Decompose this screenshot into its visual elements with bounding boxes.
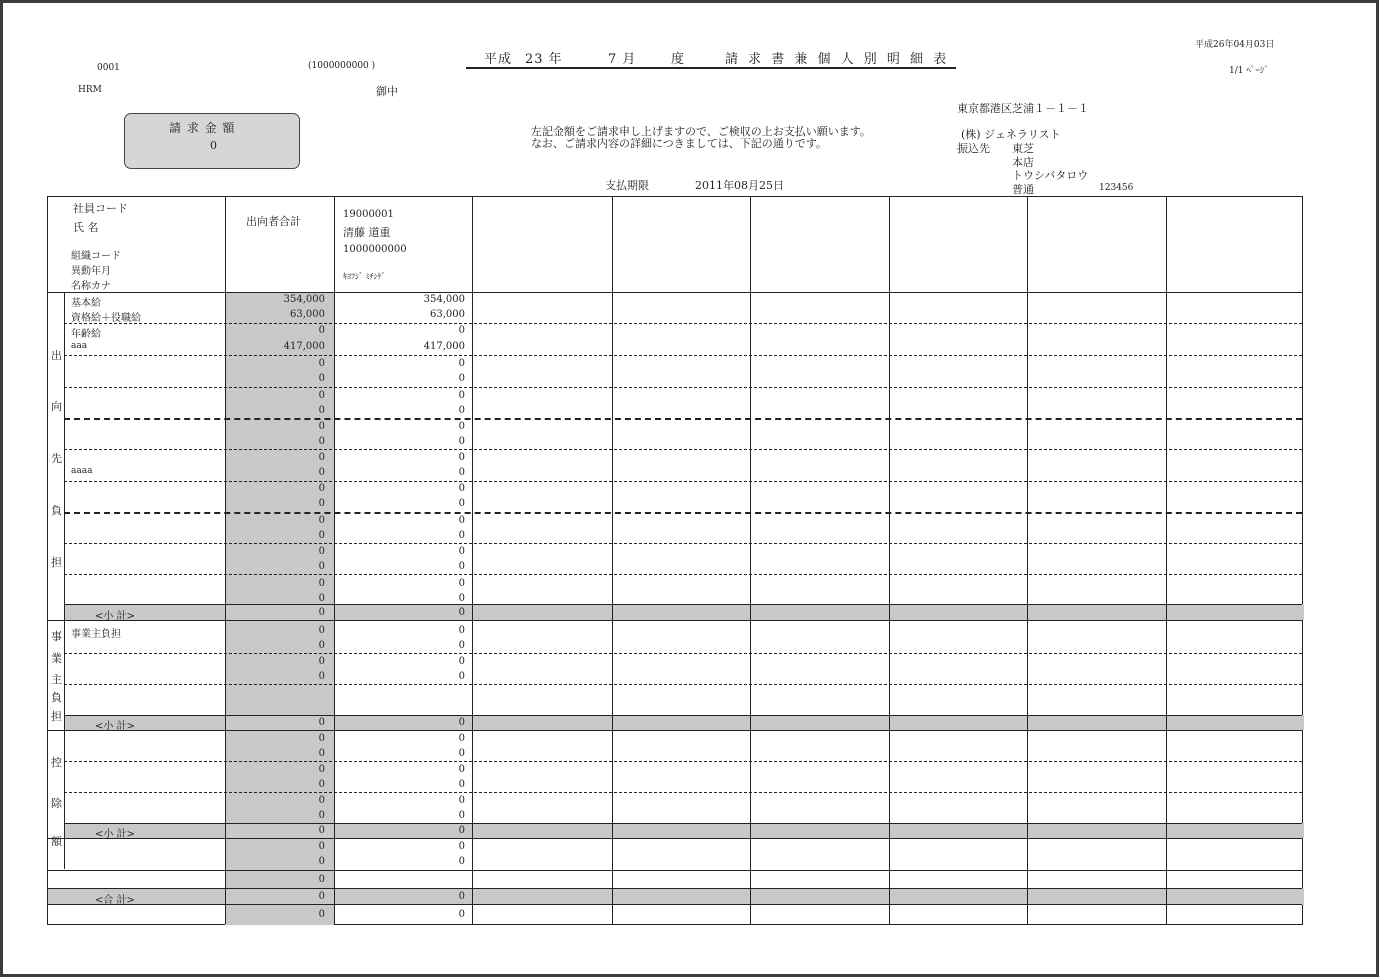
item-aaa: aaa [71, 341, 88, 351]
total-value: 0 [318, 436, 325, 447]
employee-value: 0 [458, 779, 465, 790]
payment-due-label: 支払期限 [605, 179, 649, 192]
employee-value: 0 [458, 748, 465, 759]
item-base-salary: 基本給 [71, 298, 101, 309]
title-underline [466, 67, 956, 69]
total-value: 0 [318, 373, 325, 384]
employee-value: 0 [458, 825, 465, 836]
employee-value: 0 [458, 421, 465, 432]
total-value: 0 [318, 795, 325, 806]
employee-value: 0 [458, 717, 465, 728]
employee-value: 0 [458, 841, 465, 852]
total-value: 0 [318, 358, 325, 369]
total-value: 0 [318, 325, 325, 336]
employee-value: 0 [458, 856, 465, 867]
grid-dash-line [64, 792, 1302, 793]
total-value: 0 [318, 390, 325, 401]
total-value: 0 [318, 421, 325, 432]
bank-name: 東芝 [1012, 142, 1034, 155]
total-value: 0 [318, 733, 325, 744]
issuer-name: (株) ジェネラリスト [961, 128, 1061, 141]
total-value: 0 [318, 671, 325, 682]
grid-hline [48, 620, 1302, 621]
account-type: 普通 [1012, 183, 1034, 196]
page-number: 1/1 ﾍﾟｰｼﾞ [1229, 66, 1269, 76]
grid-dash-line [64, 574, 1302, 575]
section-employer-char: 負 [51, 691, 62, 704]
account-number: 123456 [1099, 183, 1134, 193]
grid-vline [750, 197, 751, 924]
total-value: 0 [318, 452, 325, 463]
employee-value: 0 [458, 810, 465, 821]
total-value: 0 [318, 810, 325, 821]
detail-table [47, 196, 1303, 925]
billing-amount-box [124, 113, 300, 169]
grid-hline [48, 904, 1302, 905]
total-value: 0 [318, 717, 325, 728]
total-value: 0 [318, 909, 325, 920]
message-line-1: 左記金額をご請求申し上げますので、ご検収の上お支払い願います。 [531, 125, 871, 138]
grid-dash-line [64, 543, 1302, 544]
section-deduct-char: 除 [51, 797, 62, 810]
account-holder: トウシバタロウ [1012, 169, 1089, 182]
grid-hline [64, 715, 1302, 716]
head-employee-code: 社員コード [73, 202, 128, 215]
total-value: 0 [318, 593, 325, 604]
total-value: 417,000 [283, 341, 325, 352]
head-kana: 名称カナ [71, 281, 111, 292]
employee-value: 0 [458, 452, 465, 463]
total-value: 0 [318, 825, 325, 836]
section-employer-char: 主 [51, 673, 62, 686]
employee-value: 0 [458, 546, 465, 557]
employee-value: 0 [458, 625, 465, 636]
client-code: 0001 [97, 63, 120, 73]
client-name: HRM [78, 85, 102, 95]
employee-org-code: 1000000000 [343, 244, 407, 255]
grid-hline [64, 823, 1302, 824]
grid-vline [472, 197, 473, 924]
onchu-label: 御中 [376, 85, 398, 98]
total-value: 0 [318, 578, 325, 589]
title-year: 23 年 [525, 52, 563, 67]
item-age-pay: 年齢給 [71, 329, 101, 340]
employee-value: 0 [458, 764, 465, 775]
section-dest-char: 先 [51, 452, 62, 465]
total-value: 354,000 [283, 294, 325, 305]
employee-value: 0 [458, 530, 465, 541]
employee-value: 0 [458, 891, 465, 902]
title-do: 度 [671, 52, 686, 67]
subtotal-label: <小 計> [95, 721, 135, 732]
section-dest-char: 向 [51, 400, 62, 413]
grid-vline [889, 197, 890, 924]
title-era: 平成 [484, 52, 513, 67]
employee-value: 0 [458, 405, 465, 416]
payment-due-date: 2011年08月25日 [695, 179, 784, 192]
employee-value: 0 [458, 390, 465, 401]
grid-vline [334, 197, 335, 924]
grid-vline [64, 292, 65, 869]
subtotal-label: <小 計> [95, 829, 135, 840]
grid-hline [48, 888, 1302, 889]
message-line-2: なお、ご請求内容の詳細につきましては、下記の通りです。 [531, 137, 827, 150]
grid-dash-line [64, 684, 1302, 685]
employee-code: 19000001 [343, 209, 394, 220]
grid-dash-line [64, 449, 1302, 450]
employee-value: 0 [458, 498, 465, 509]
total-value: 0 [318, 640, 325, 651]
employee-value: 0 [458, 561, 465, 572]
head-total-column: 出向者合計 [246, 215, 301, 228]
head-name: 氏 名 [73, 221, 99, 234]
item-qualification-pay: 資格給＋役職給 [71, 313, 141, 324]
employee-value: 0 [458, 483, 465, 494]
employee-value: 0 [458, 607, 465, 618]
grid-hline [48, 838, 1302, 839]
total-value: 0 [318, 874, 325, 885]
total-value: 0 [318, 607, 325, 618]
section-employer-char: 担 [51, 710, 62, 723]
bank-label: 振込先 [957, 142, 990, 155]
employee-value: 0 [458, 358, 465, 369]
bank-branch: 本店 [1012, 156, 1034, 169]
employee-value: 0 [458, 640, 465, 651]
total-value: 0 [318, 483, 325, 494]
employee-value: 417,000 [423, 341, 465, 352]
total-value: 0 [318, 530, 325, 541]
grid-vline [1166, 197, 1167, 924]
grid-dash-line [64, 761, 1302, 762]
grandtotal-label: <合 計> [95, 895, 135, 906]
grid-dash-line [64, 387, 1302, 388]
section-dest-char: 負 [51, 504, 62, 517]
employee-value: 0 [458, 325, 465, 336]
section-deduct-char: 控 [51, 756, 62, 769]
document-title: 請 求 書 兼 個 人 別 明 細 表 [725, 52, 950, 67]
grid-dash-line [64, 323, 1302, 324]
employee-value: 0 [458, 909, 465, 920]
title-month: 7 月 [608, 52, 637, 67]
total-value: 0 [318, 546, 325, 557]
employee-value: 0 [458, 671, 465, 682]
total-value: 0 [318, 498, 325, 509]
grid-dash-line [64, 355, 1302, 356]
subtotal-label: <小 計> [95, 611, 135, 622]
grid-dash-line [64, 481, 1302, 482]
print-date: 平成26年04月03日 [1195, 40, 1275, 50]
employee-value: 0 [458, 373, 465, 384]
employee-value: 0 [458, 467, 465, 478]
total-value: 63,000 [290, 309, 325, 320]
employee-name: 清藤 道重 [343, 226, 391, 239]
section-employer-char: 業 [51, 652, 62, 665]
total-value: 0 [318, 561, 325, 572]
billing-amount-value: 0 [210, 139, 217, 152]
billing-amount-label: 請 求 金 額 [169, 121, 236, 135]
total-value: 0 [318, 405, 325, 416]
section-deduct-char: 額 [51, 835, 62, 848]
section-dest-char: 出 [51, 349, 62, 362]
total-value: 0 [318, 841, 325, 852]
employee-value: 0 [458, 515, 465, 526]
client-code-paren: (1000000000 ) [308, 61, 376, 71]
total-value: 0 [318, 748, 325, 759]
employee-value: 0 [458, 436, 465, 447]
section-employer-char: 事 [51, 630, 62, 643]
employee-value: 0 [458, 795, 465, 806]
grid-hline [48, 292, 1302, 293]
total-value: 0 [318, 656, 325, 667]
head-org-code: 組織コード [71, 251, 121, 262]
head-transfer-month: 異動年月 [71, 266, 111, 277]
total-value: 0 [318, 891, 325, 902]
grid-dash-line [64, 653, 1302, 654]
employee-value: 63,000 [430, 309, 465, 320]
grid-hline [48, 730, 1302, 731]
grid-dash-line-bold [64, 512, 1302, 514]
employee-value: 354,000 [423, 294, 465, 305]
grid-dash-line-bold [64, 418, 1302, 420]
total-value: 0 [318, 856, 325, 867]
employee-value: 0 [458, 656, 465, 667]
grid-hline [64, 604, 1302, 605]
grid-vline [1027, 197, 1028, 924]
employee-value: 0 [458, 578, 465, 589]
employee-value: 0 [458, 733, 465, 744]
issuer-address: 東京都港区芝浦１－１－１ [957, 102, 1089, 115]
total-value: 0 [318, 467, 325, 478]
total-value: 0 [318, 779, 325, 790]
employee-value: 0 [458, 593, 465, 604]
section-dest-char: 担 [51, 556, 62, 569]
grid-vline [225, 197, 226, 924]
grid-hline [48, 870, 1302, 871]
employee-kana: ｷﾖﾌｼﾞ ﾐﾁｼｹﾞ [343, 272, 386, 281]
item-aaaa: aaaa [71, 466, 93, 476]
total-value: 0 [318, 515, 325, 526]
grid-vline [612, 197, 613, 924]
total-value: 0 [318, 625, 325, 636]
item-employer-burden: 事業主負担 [71, 629, 121, 640]
total-value: 0 [318, 764, 325, 775]
